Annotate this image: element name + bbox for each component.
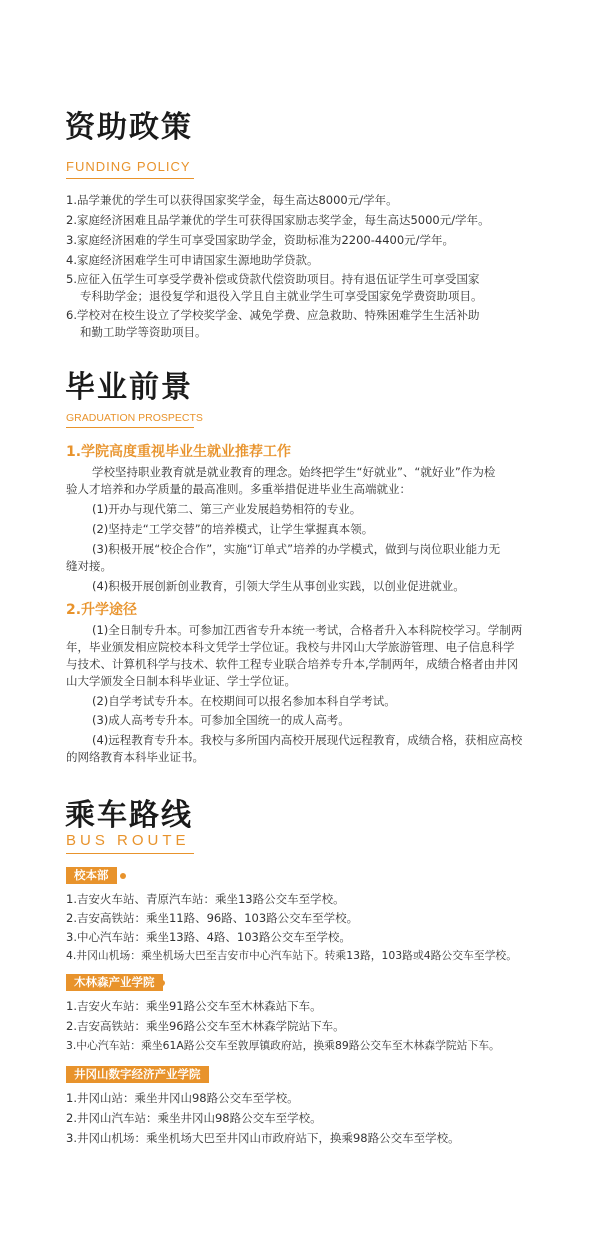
- route-line: 3.中心汽车站：乘坐13路、4路、103路公交车至学校。: [66, 930, 351, 944]
- funding-subtitle: FUNDING POLICY: [66, 159, 191, 174]
- route-line: 3.中心汽车站：乘坐61A路公交车至敦厚镇政府站，换乘89路公交车至木林森学院站下车。: [66, 1039, 500, 1052]
- funding-title: 资助政策: [65, 110, 193, 145]
- graduation-title: 毕业前景: [65, 370, 193, 405]
- campus-tag-label: 木林森产业学院: [74, 975, 155, 989]
- funding-line: 2.家庭经济困难且品学兼优的学生可获得国家励志奖学金，每生高达5000元/学年。: [66, 213, 490, 227]
- further-study-line: (4)远程教育专升本。我校与多所国内高校开展现代远程教育，成绩合格，获相应高校: [92, 733, 523, 747]
- funding-line: 和勤工助学等资助项目。: [80, 325, 207, 339]
- route-line: 2.吉安高铁站：乘坐96路公交车至木林森学院站下车。: [66, 1019, 345, 1033]
- campus-tag-jinggangshan: [66, 1066, 209, 1083]
- bus-subtitle-underline: [66, 853, 194, 854]
- further-study-line: (1)全日制专升本。可参加江西省专升本统一考试，合格者升入本科院校学习。学制两: [92, 623, 523, 637]
- tag-dot-icon: [120, 873, 126, 879]
- employment-line: (1)开办与现代第二、第三产业发展趋势相符的专业。: [92, 502, 362, 516]
- graduation-subtitle-underline: [66, 427, 194, 428]
- route-line: 1.吉安火车站：乘坐91路公交车至木林森站下车。: [66, 999, 322, 1013]
- route-line: 1.井冈山站：乘坐井冈山98路公交车至学校。: [66, 1091, 299, 1105]
- further-study-line: 的网络教育本科毕业证书。: [66, 750, 204, 764]
- employment-line: (3)积极开展“校企合作”，实施“订单式”培养的办学模式，做到与岗位职业能力无: [92, 542, 501, 556]
- employment-line: 学校坚持职业教育就是就业教育的理念。始终把学生“好就业”、“就好业”作为检: [92, 465, 496, 479]
- route-line: 2.井冈山汽车站：乘坐井冈山98路公交车至学校。: [66, 1111, 322, 1125]
- further-study-line: 与技术、计算机科学与技术、软件工程专业联合培养专升本,学制两年，成绩合格者由井冈: [66, 657, 519, 671]
- funding-line: 5.应征入伍学生可享受学费补偿或贷款代偿资助项目。持有退伍证学生可享受国家: [66, 272, 480, 286]
- further-study-line: (3)成人高考专升本。可参加全国统一的成人高考。: [92, 713, 350, 727]
- tag-dot-icon: [201, 1072, 207, 1078]
- campus-tag-label: 校本部: [74, 868, 109, 882]
- funding-line: 3.家庭经济困难的学生可享受国家助学金，资助标准为2200-4400元/学年。: [66, 233, 455, 247]
- further-study-line: 山大学颁发全日制本科毕业证、学士学位证。: [66, 674, 296, 688]
- route-line: 1.吉安火车站、青原汽车站：乘坐13路公交车至学校。: [66, 892, 345, 906]
- employment-line: (2)坚持走“工学交替”的培养模式，让学生掌握真本领。: [92, 522, 374, 536]
- employment-line: 缝对接。: [66, 559, 112, 573]
- funding-line: 专科助学金；退役复学和退役入学且自主就业学生可享受国家免学费资助项目。: [80, 289, 483, 303]
- funding-subtitle-underline: [66, 178, 194, 179]
- funding-line: 4.家庭经济困难学生可申请国家生源地助学贷款。: [66, 253, 319, 267]
- route-line: 2.吉安高铁站：乘坐11路、96路、103路公交车至学校。: [66, 911, 359, 925]
- graduation-heading-employment: 1.学院高度重视毕业生就业推荐工作: [66, 444, 292, 460]
- campus-tag-mulinsen: [66, 974, 163, 991]
- bus-title: 乘车路线: [65, 798, 193, 833]
- route-line: 4.井冈山机场：乘坐机场大巴至吉安市中心汽车站下。转乘13路，103路或4路公交车至学校。: [66, 949, 517, 962]
- graduation-subtitle: GRADUATION PROSPECTS: [66, 412, 203, 424]
- further-study-line: (2)自学考试专升本。在校期间可以报名参加本科自学考试。: [92, 694, 396, 708]
- campus-tag-main: [66, 867, 117, 884]
- employment-line: (4)积极开展创新创业教育，引领大学生从事创业实践，以创业促进就业。: [92, 579, 465, 593]
- route-line: 3.井冈山机场：乘坐机场大巴至井冈山市政府站下，换乘98路公交车至学校。: [66, 1131, 460, 1145]
- employment-line: 验人才培养和办学质量的最高准则。多重举措促进毕业生高端就业：: [66, 482, 411, 496]
- graduation-heading-further-study: 2.升学途径: [66, 602, 138, 618]
- further-study-line: 年，毕业颁发相应院校本科文凭学士学位证。我校与井冈山大学旅游管理、电子信息科学: [66, 640, 515, 654]
- campus-tag-label: 井冈山数字经济产业学院: [74, 1067, 201, 1081]
- bus-subtitle: BUS ROUTE: [66, 832, 190, 849]
- funding-line: 1.品学兼优的学生可以获得国家奖学金，每生高达8000元/学年。: [66, 193, 398, 207]
- tag-dot-icon: [159, 980, 165, 986]
- funding-line: 6.学校对在校生设立了学校奖学金、减免学费、应急救助、特殊困难学生生活补助: [66, 308, 480, 322]
